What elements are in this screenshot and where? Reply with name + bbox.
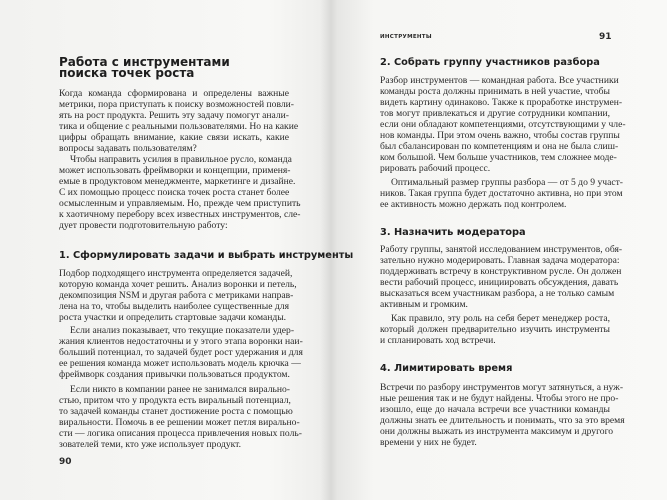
text-line: вопросы задавать пользователям? — [59, 143, 197, 154]
text-line: Оптимальный размер группы разбора — от 5 до 9 участ- — [391, 177, 623, 188]
text-line: метрики, пора приступать к поиску возможностей повли- — [59, 99, 294, 110]
text-line: был сбалансирован по компетенциям и она не была слиш- — [380, 141, 619, 152]
text-line: роста участки и определить стартовые задачи команды. — [59, 312, 287, 323]
text-line: рировать рабочий процесс. — [380, 163, 491, 174]
text-line: тика и общение с реальными пользователями. Но на какие — [59, 121, 299, 132]
text-line: ные решения так и не будут найдены. Чтобы этого не про- — [380, 393, 619, 404]
paragraph — [380, 244, 623, 310]
text-line: поддерживать встречу в конструктивном русле. Он должен — [380, 266, 622, 277]
text-line: Работу группы, занятой исследованием инструментов, обя- — [380, 244, 623, 255]
text-line: зательно нужно модерировать. Главная задача модератора: — [380, 255, 620, 266]
paragraph — [59, 384, 302, 450]
section-heading: 3. Назначить модератора — [380, 227, 526, 238]
text-line: Подбор подходящего инструмента определяется задачей, — [59, 268, 293, 279]
text-line: времени у них не будет. — [380, 437, 477, 448]
paragraph — [59, 154, 301, 231]
text-line: который должен предварительно изучить инструменты — [380, 324, 610, 335]
text-line: к хаотичному перебору всех известных инструментов, сле- — [59, 209, 301, 220]
text-line: если они обладают компетенциями, отсутствующими у чле- — [380, 119, 626, 130]
text-line: жания клиентов недостаточны и у этого этапа воронки наи- — [59, 336, 303, 347]
text-line: Если анализ показывает, что текущие показатели удер- — [70, 325, 295, 336]
text-line: Как правило, эту роль на себя берет менеджер роста, — [391, 313, 610, 324]
text-line: ее решения команда может использовать модель крючка — — [59, 358, 301, 369]
text-line: и спланировать ход встречи. — [380, 335, 496, 346]
paragraph — [380, 75, 626, 174]
text-line: Встречи по разбору инструментов могут затянуться, а нуж- — [380, 382, 624, 393]
text-line: лена на то, чтобы выделить наиболее существенные для — [59, 301, 289, 312]
section-heading: 1. Сформулировать задачи и выбрать инструменты — [59, 250, 354, 261]
text-line: команды роста должны принимать в ней участие, чтобы — [380, 86, 610, 97]
paragraph — [59, 88, 299, 154]
text-line: ников. Такая группа будет достаточно активна, но при этом — [380, 188, 623, 199]
text-line: осмысленным и управляемым. Но, прежде чем приступить — [59, 198, 301, 209]
text-line: вести рабочий процесс, инициировать обсуждения, давать — [380, 277, 619, 288]
text-line: ее активность можно держать под контролем. — [380, 199, 567, 210]
text-line: Когда команда сформирована и определены важные — [59, 88, 289, 99]
text-line: ять на рост продукта. Решить эту задачу помогут анали- — [59, 110, 289, 121]
text-line: зователей теми, кто уже использует продукт. — [59, 439, 242, 450]
text-line: Разбор инструментов — командная работа. Все участники — [380, 75, 619, 86]
section-title-line: поиска точек роста — [59, 66, 195, 80]
text-line: которую команда хочет решить. Анализ воронки и петель, — [59, 279, 297, 290]
text-line: должны знать ее длительность и понимать, что за это время — [380, 415, 625, 426]
text-line: они должны выжать из инструмента максимум и другого — [380, 426, 614, 437]
paragraph — [380, 382, 625, 448]
text-line: Если никто в компании ранее не занимался вирально- — [70, 384, 290, 395]
text-line: емые в продуктовом менеджменте, маркетинге и дизайне. — [59, 176, 296, 187]
text-line: декомпозиция NSM и другая работа с метриками направ- — [59, 290, 294, 301]
text-line: фреймворк создания привычки пользоваться продуктом. — [59, 369, 290, 380]
text-line: высказаться всем участникам разбора, а не только самым — [380, 288, 615, 299]
section-title — [59, 57, 289, 79]
section-title-line: Работа с инструментами — [59, 55, 230, 69]
text-line: цифры обращать внимание, какие связи искать, какие — [59, 132, 289, 143]
text-line: изошло, еще до начала встречи все участники команды — [380, 404, 610, 415]
text-line: то задачей команды станет достижение роста с помощью — [59, 406, 293, 417]
text-line: дует провести подготовительную работу: — [59, 220, 228, 231]
text-line: больший потенциал, то задачей будет рост удержания и для — [59, 347, 303, 358]
text-line: сти — логика описания процесса привлечения новых поль- — [59, 428, 302, 439]
text-line: Чтобы направить усилия в правильное русло, команда — [70, 154, 292, 165]
section-heading: 4. Лимитировать время — [380, 363, 513, 374]
text-line: С их помощью процесс поиска точек роста станет более — [59, 187, 290, 198]
page-number-right: 91 — [599, 32, 612, 42]
text-line: видеть картину одинаково. Также к проработке инструмен- — [380, 97, 623, 108]
paragraph — [380, 313, 610, 346]
paragraph — [59, 268, 297, 323]
text-line: активным и громким. — [380, 299, 468, 310]
text-line: ком большой. Чем больше участников, тем сложнее моде- — [380, 152, 617, 163]
text-line: может использовать фреймворки и концепции, применя- — [59, 165, 291, 176]
section-heading: 2. Собрать группу участников разбора — [380, 57, 600, 68]
text-line: стью, притом что у продукта есть виральный потенциал, — [59, 395, 291, 406]
page-number-left: 90 — [59, 457, 72, 467]
text-line: тов могут привлекаться и другие сотрудники компании, — [380, 108, 610, 119]
text-line: виральности. Помочь в ее решении может петля виральнo- — [59, 417, 300, 428]
paragraph — [380, 177, 623, 210]
running-head: ИНСТРУМЕНТЫ — [380, 34, 432, 40]
text-line: нов команды. При этом очень важно, чтобы состав группы — [380, 130, 620, 141]
paragraph — [59, 325, 303, 380]
